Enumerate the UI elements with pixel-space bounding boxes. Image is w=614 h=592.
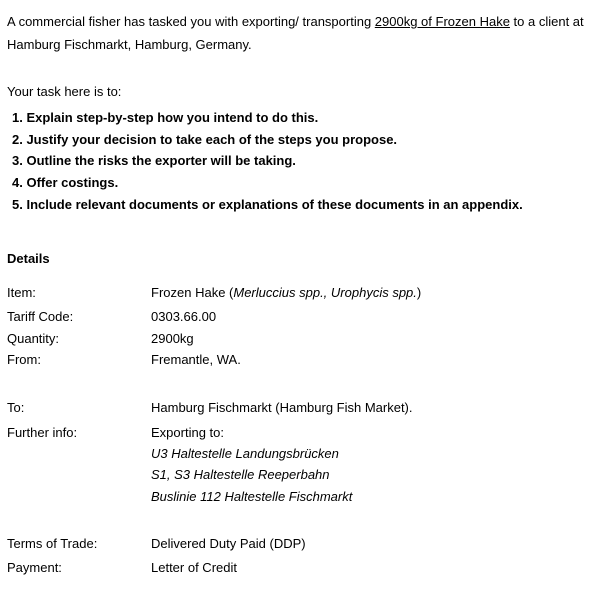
further-info-line-1: U3 Haltestelle Landungsbrücken (151, 446, 339, 461)
item-value-species: Merluccius spp., Urophycis spp. (233, 285, 417, 300)
item-label: Item: (7, 285, 36, 300)
payment-value: Letter of Credit (151, 560, 237, 575)
quantity-product-link[interactable]: 2900kg of Frozen Hake (374, 14, 510, 29)
tariff-value: 0303.66.00 (151, 309, 217, 324)
task-item-3: 3. Outline the risks the exporter will be taking. (12, 153, 296, 168)
further-info-line-3: Buslinie 112 Haltestelle Fischmarkt (151, 489, 353, 504)
terms-label: Terms of Trade: (7, 536, 98, 551)
intro-line-2: Hamburg Fischmarkt, Hamburg, Germany. (7, 37, 252, 52)
item-value-prefix: Frozen Hake ( (151, 285, 234, 300)
item-value (151, 285, 421, 301)
intro-text-after: to a client at (509, 14, 584, 29)
quantity-label: Quantity: (7, 331, 60, 346)
quantity-value: 2900kg (151, 331, 194, 346)
task-item-1: 1. Explain step-by-step how you intend to do this. (12, 110, 319, 125)
task-heading: Your task here is to: (7, 84, 122, 99)
further-info-value: Exporting to: (151, 425, 224, 440)
task-item-4: 4. Offer costings. (12, 175, 119, 190)
further-info-label: Further info: (7, 425, 78, 440)
from-value: Fremantle, WA. (151, 352, 241, 367)
tariff-label: Tariff Code: (7, 309, 74, 324)
from-label: From: (7, 352, 41, 367)
details-heading: Details (7, 251, 50, 266)
item-value-suffix: ) (416, 285, 422, 300)
further-info-line-2: S1, S3 Haltestelle Reeperbahn (151, 467, 330, 482)
intro-line-1 (7, 14, 584, 30)
to-value: Hamburg Fischmarkt (Hamburg Fish Market). (151, 400, 413, 415)
task-item-2: 2. Justify your decision to take each of the steps you propose. (12, 132, 398, 147)
terms-value: Delivered Duty Paid (DDP) (151, 536, 306, 551)
to-label: To: (7, 400, 25, 415)
intro-text-before: A commercial fisher has tasked you with exporting/ transporting (7, 14, 375, 29)
payment-label: Payment: (7, 560, 62, 575)
task-item-5: 5. Include relevant documents or explanations of these documents in an appendix. (12, 197, 523, 212)
